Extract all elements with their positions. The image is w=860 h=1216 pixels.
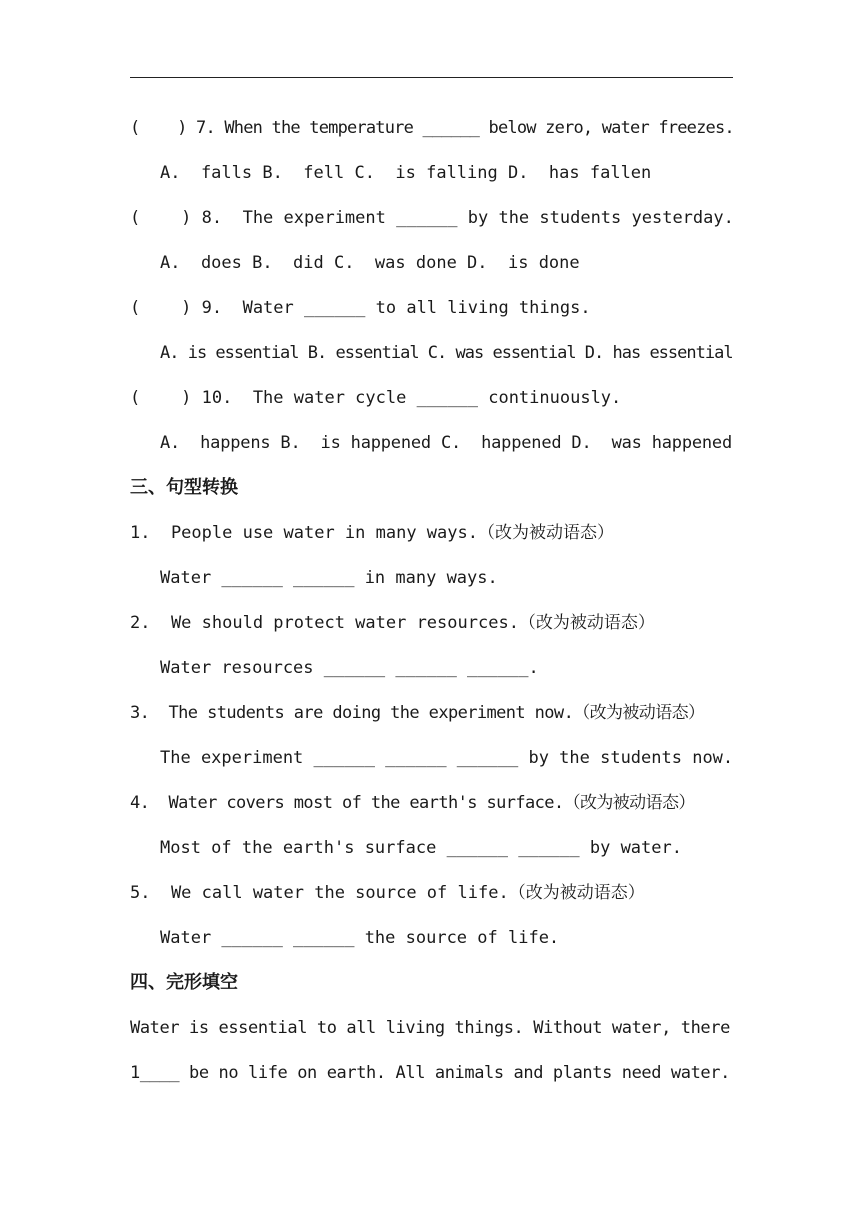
rewrite-item-1: 1. People use water in many ways.（改为被动语态） <box>130 523 614 543</box>
question-7-options: A. falls B. fell C. is falling D. has fallen <box>160 163 652 183</box>
rewrite-answer-2: Water resources ______ ______ ______. <box>160 658 539 678</box>
rewrite-item-2: 2. We should protect water resources.（改为被动语态） <box>130 613 655 633</box>
rewrite-item-4: 4. Water covers most of the earth's surface.（改为被动语态） <box>130 793 695 813</box>
question-9-stem: ( ) 9. Water ______ to all living things. <box>130 298 591 318</box>
question-8-options: A. does B. did C. was done D. is done <box>160 253 580 273</box>
question-10-options: A. happens B. is happened C. happened D. was happened <box>160 433 732 453</box>
rewrite-answer-5: Water ______ ______ the source of life. <box>160 928 560 948</box>
rewrite-answer-1: Water ______ ______ in many ways. <box>160 568 498 588</box>
question-7-stem: ( ) 7. When the temperature ______ below zero, water freezes. <box>130 118 734 138</box>
rewrite-answer-4: Most of the earth's surface ______ ______ by water. <box>160 838 682 858</box>
question-9-options: A. is essential B. essential C. was essential D. has essential <box>160 343 733 363</box>
cloze-line-2: 1____ be no life on earth. All animals and plants need water. <box>130 1063 730 1083</box>
header-rule <box>130 77 733 78</box>
section-4-title: 四、完形填空 <box>130 972 238 993</box>
cloze-line-1: Water is essential to all living things. Without water, there <box>130 1018 730 1038</box>
question-10-stem: ( ) 10. The water cycle ______ continuously. <box>130 388 622 408</box>
rewrite-item-5: 5. We call water the source of life.（改为被动语态） <box>130 883 645 903</box>
question-8-stem: ( ) 8. The experiment ______ by the students yesterday. <box>130 208 734 228</box>
section-3-title: 三、句型转换 <box>130 477 238 498</box>
rewrite-answer-3: The experiment ______ ______ ______ by the students now. <box>160 748 734 768</box>
rewrite-item-3: 3. The students are doing the experiment now.（改为被动语态） <box>130 703 705 723</box>
